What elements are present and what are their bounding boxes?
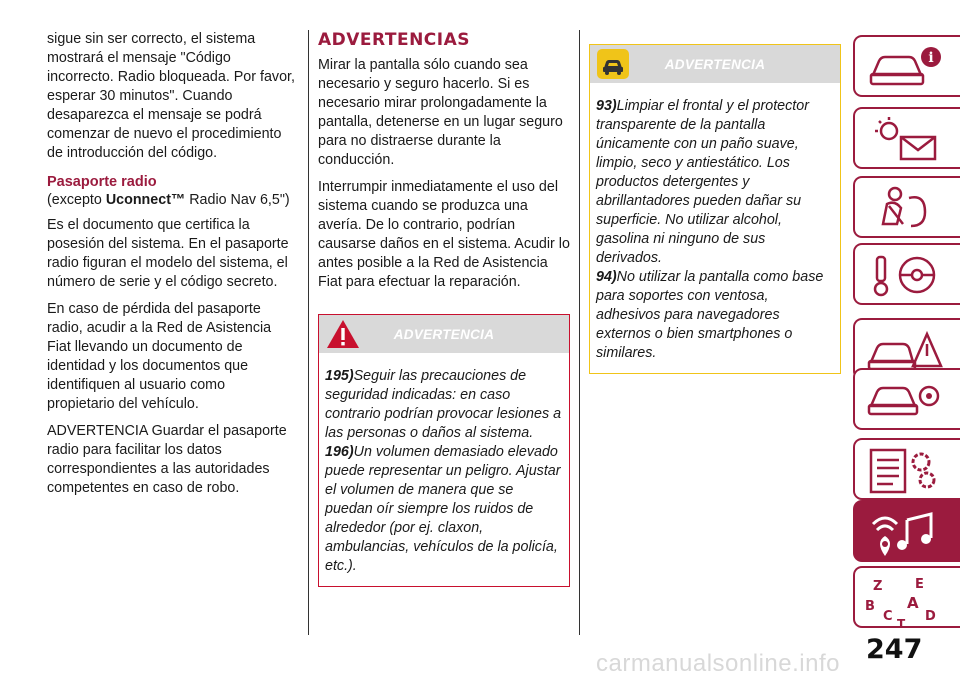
section-subtitle — [47, 191, 295, 210]
warning-item-number: 195) — [325, 368, 354, 384]
warning-item-number: 196) — [325, 444, 354, 460]
chapter-tab-index[interactable] — [853, 566, 960, 628]
seat-airbag-icon — [865, 184, 945, 234]
chapter-tab-warning-lights[interactable] — [853, 107, 960, 169]
warning-item-text: No utilizar la pantalla como base para soportes con ventosa, adhesivos para navegadores externos o bien smartphones o similares. — [596, 269, 824, 361]
chapter-tab-multimedia[interactable] — [853, 500, 960, 562]
multimedia-music-icon — [865, 508, 945, 558]
warning-body — [590, 83, 840, 373]
warning-header — [319, 315, 569, 353]
warning-triangle-icon — [325, 318, 361, 355]
warning-label: ADVERTENCIA — [664, 56, 766, 72]
svg-text:Z: Z — [873, 579, 883, 594]
paragraph: ADVERTENCIA Guardar el pasaporte radio para facilitar los datos correspondientes a las autoridades competentes en caso de robo. — [47, 423, 287, 496]
paragraph: sigue sin ser correcto, el sistema mostrará el mensaje "Código incorrecto. Radio bloqueada. Por favor, esperar 30 minutos". Cuando desaparezca el mensaje se podrá comenzar de nuevo el procedimiento de introducción del código. — [47, 31, 295, 161]
warning-box — [589, 44, 841, 374]
column-3 — [589, 30, 841, 374]
paragraph: Mirar la pantalla sólo cuando sea necesario y seguro hacerlo. Si es necesario mirar prolongadamente la pantalla, detenerse en un lugar seguro para no distraerse durante la conducción. — [318, 57, 563, 168]
svg-text:i: i — [928, 50, 934, 66]
paragraph: Es el documento que certifica la posesión del sistema. En el pasaporte radio figuran el modelo del sistema, el número de serie y el código secreto. — [47, 217, 289, 290]
key-steering-wheel-icon — [865, 251, 945, 301]
warning-item-number: 94) — [596, 269, 617, 285]
warning-body — [319, 353, 569, 586]
svg-text:C: C — [883, 609, 893, 624]
warning-label: ADVERTENCIA — [393, 326, 495, 342]
chapter-tab-starting-driving[interactable] — [853, 243, 960, 305]
column-1 — [47, 30, 295, 506]
alphabet-index-icon — [865, 574, 945, 630]
warning-item — [325, 443, 563, 576]
warning-lights-mail-icon — [865, 115, 945, 165]
caution-car-icon — [596, 48, 630, 85]
column-divider — [579, 30, 580, 635]
subtitle-prefix: (excepto — [47, 192, 106, 208]
subtitle-bold: Uconnect™ — [105, 192, 186, 208]
car-service-icon — [865, 376, 945, 426]
svg-text:D: D — [925, 609, 936, 624]
paragraph: En caso de pérdida del pasaporte radio, acudir a la Red de Asistencia Fiat llevando un documento de identidad y los documentos que identifiquen al usuario como propietario del vehículo. — [47, 301, 272, 412]
car-info-icon — [865, 43, 945, 93]
warning-item — [596, 268, 834, 363]
page-number: 247 — [866, 634, 923, 665]
svg-text:A: A — [907, 594, 919, 612]
warning-item-text: Limpiar el frontal y el protector transparente de la pantalla únicamente con un paño suave, limpio, seco y antiestático. Los productos detergentes y abrillantadores pueden dañar su superficie. No utilizar alcohol, gasolina ni ninguno de sus derivados. — [596, 98, 809, 266]
svg-text:E: E — [915, 577, 924, 592]
section-title-advertencias: ADVERTENCIAS — [318, 30, 471, 50]
warning-item-number: 93) — [596, 98, 617, 114]
svg-text:B: B — [865, 599, 875, 614]
chapter-tab-maintenance[interactable] — [853, 368, 960, 430]
paragraph: Interrumpir inmediatamente el uso del sistema cuando se produzca una avería. De lo contrario, podrían causarse daños en el sistema. Acudir lo antes posible a la Red de Asistencia Fiat para efectuar la reparación. — [318, 179, 570, 290]
svg-text:T: T — [897, 617, 906, 630]
warning-box — [318, 314, 570, 587]
warning-item-text: Un volumen demasiado elevado puede representar un peligro. Ajustar el volumen de manera que se puedan oír siempre los ruidos de alrededor (por ej. claxon, ambulancias, vehículos de la policía, etc.). — [325, 444, 561, 574]
chapter-tab-technical-data[interactable] — [853, 438, 960, 500]
warning-item — [596, 97, 834, 268]
checklist-gears-icon — [865, 446, 945, 496]
column-divider — [308, 30, 309, 635]
warning-header — [590, 45, 840, 83]
column-2 — [318, 30, 570, 587]
subtitle-suffix: Radio Nav 6,5") — [185, 192, 290, 208]
watermark: carmanualsonline.info — [596, 650, 840, 677]
chapter-tab-car-info[interactable] — [853, 35, 960, 97]
section-title-pasaporte: Pasaporte radio — [47, 174, 157, 190]
warning-item-text: Seguir las precauciones de seguridad indicadas: en caso contrario podrían provocar lesiones a las personas o daños al sistema. — [325, 368, 562, 441]
chapter-tab-safety[interactable] — [853, 176, 960, 238]
warning-item — [325, 367, 563, 443]
